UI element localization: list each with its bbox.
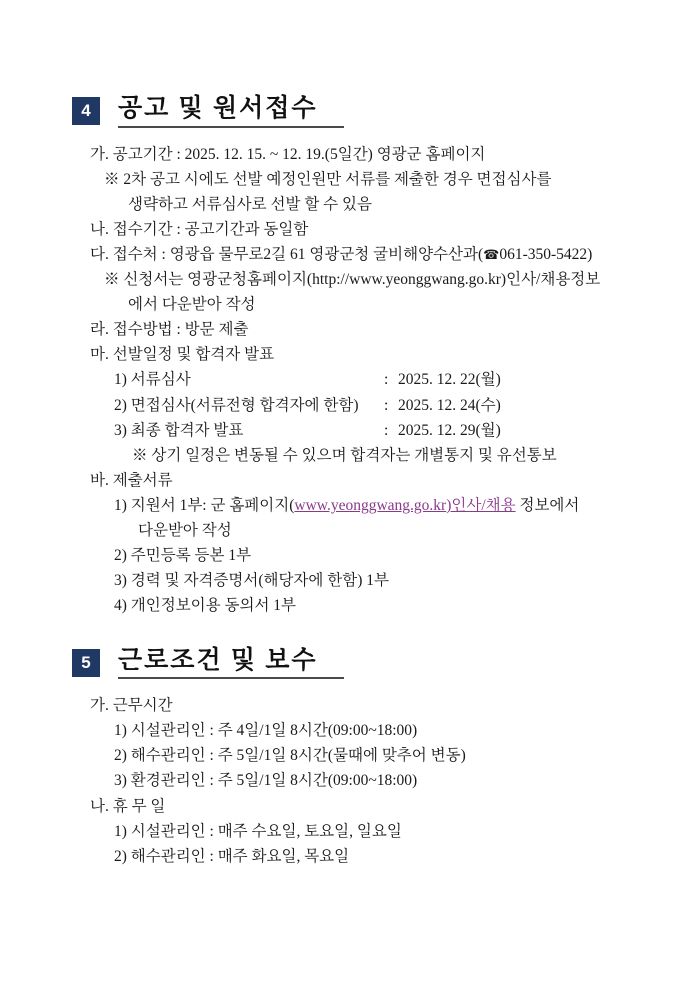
section-title-underline [118, 95, 344, 128]
phone-icon: ☎ [483, 247, 500, 263]
schedule-label: 1) 서류심사 [114, 371, 191, 389]
item-working-hours-environment: 3) 환경관리인 : 주 5일/1일 8시간(09:00~18:00) [114, 772, 418, 790]
item-application-period: 나. 접수기간 : 공고기간과 동일함 [90, 220, 309, 238]
section-4-body [52, 142, 648, 619]
note-schedule-change: ※ 상기 일정은 변동될 수 있으며 합격자는 개별통지 및 유선통보 [132, 446, 557, 464]
doc-item-privacy-consent: 4) 개인정보이용 동의서 1부 [114, 597, 297, 615]
note-form-download-line1: ※ 신청서는 영광군청홈페이지(http://www.yeonggwang.go.kr)인사/채용정보 [104, 271, 601, 289]
schedule-value: 2025. 12. 22(월) [398, 371, 501, 389]
section-number-badge: 5 [72, 649, 100, 677]
note-second-notice-line2: 생략하고 서류심사로 선발 할 수 있음 [128, 195, 372, 213]
section-number-badge: 4 [72, 97, 100, 125]
item-notice-period: 가. 공고기간 : 2025. 12. 15. ~ 12. 19.(5일간) 영광군 홈페이지 [90, 145, 486, 163]
doc-item-application-form [114, 493, 648, 518]
item-application-place [90, 242, 648, 267]
schedule-label: 2) 면접심사(서류전형 합격자에 한함) [114, 396, 359, 414]
item-holiday-facility: 1) 시설관리인 : 매주 수요일, 토요일, 일요일 [114, 822, 402, 840]
section-5-body [52, 693, 648, 869]
section-heading-4 [52, 95, 648, 128]
doc-suffix: 정보에서 [515, 497, 580, 515]
schedule-value: 2025. 12. 29(월) [398, 421, 501, 439]
website-link[interactable]: www.yeonggwang.go.kr [294, 497, 447, 515]
doc-item-application-form-line2: 다운받아 작성 [138, 522, 232, 540]
item-submission-documents-heading: 바. 제출서류 [90, 471, 173, 489]
note-form-download-line2: 에서 다운받아 작성 [128, 296, 256, 314]
item-holiday-heading: 나. 휴 무 일 [90, 797, 166, 815]
schedule-row [114, 393, 648, 418]
item-working-hours-seawater: 2) 해수관리인 : 주 5일/1일 8시간(물때에 맞추어 변동) [114, 747, 466, 765]
section-title-underline [118, 647, 344, 680]
schedule-value: 2025. 12. 24(수) [398, 396, 501, 414]
section-title: 공고 및 원서접수 [118, 95, 318, 122]
item-working-hours-heading: 가. 근무시간 [90, 697, 173, 715]
schedule-row [114, 418, 648, 443]
item-working-hours-facility: 1) 시설관리인 : 주 4일/1일 8시간(09:00~18:00) [114, 722, 418, 740]
application-place-phone: 061-350-5422) [499, 245, 593, 263]
schedule-row [114, 367, 648, 392]
item-selection-schedule-heading: 마. 선발일정 및 합격자 발표 [90, 346, 275, 364]
item-holiday-seawater: 2) 해수관리인 : 매주 화요일, 목요일 [114, 847, 350, 865]
doc-item-career-certificate: 3) 경력 및 자격증명서(해당자에 한함) 1부 [114, 572, 389, 590]
doc-mid: )인사/채용 [446, 497, 516, 515]
application-place-text: 다. 접수처 : 영광읍 물무로2길 61 영광군청 굴비해양수산과( [90, 245, 484, 263]
section-title: 근로조건 및 보수 [118, 646, 318, 674]
schedule-colon: : [384, 421, 389, 439]
schedule-colon: : [384, 396, 389, 414]
note-second-notice-line1: ※ 2차 공고 시에도 선발 예정인원만 서류를 제출한 경우 면접심사를 [104, 170, 552, 188]
item-application-method: 라. 접수방법 : 방문 제출 [90, 321, 249, 339]
section-heading-5 [52, 647, 648, 680]
doc-item-resident-registration: 2) 주민등록 등본 1부 [114, 547, 252, 565]
schedule-label: 3) 최종 합격자 발표 [114, 421, 244, 439]
doc-prefix: 1) 지원서 1부: 군 홈페이지( [114, 497, 295, 515]
schedule-colon: : [384, 371, 389, 389]
